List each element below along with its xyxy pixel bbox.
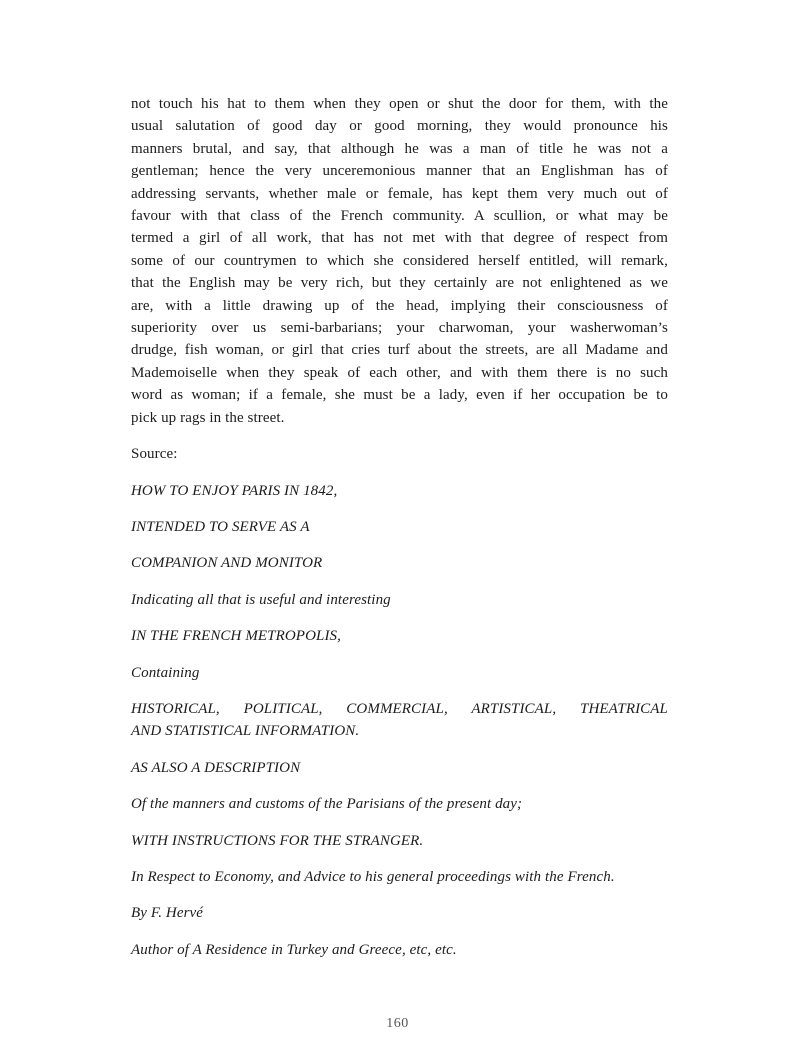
source-author xyxy=(131,902,668,924)
source-title xyxy=(131,480,668,502)
text-line: manners brutal, and say, that although he was a man of title he was not a xyxy=(131,140,668,157)
text-line: Author of A Residence in Turkey and Greece, etc, etc. xyxy=(131,941,457,958)
text-line: In Respect to Economy, and Advice to his general proceedings with the French. xyxy=(131,868,615,885)
source-line xyxy=(131,830,668,852)
text-line: that the English may be very rich, but they certainly are not enlightened as we xyxy=(131,275,668,292)
page-number: 160 xyxy=(386,1016,409,1031)
text-line: Source: xyxy=(131,446,178,463)
text-line: termed a girl of all work, that has not met with that degree of respect from xyxy=(131,230,668,247)
text-line: not touch his hat to them when they open or shut the door for them, with the xyxy=(131,96,668,112)
body-paragraph xyxy=(131,93,668,429)
text-line: Mademoiselle when they speak of each other, and with them there is no such xyxy=(131,364,668,381)
source-line xyxy=(131,552,668,574)
text-line: word as woman; if a female, she must be a lady, even if her occupation be to xyxy=(131,387,668,404)
text-line: By F. Hervé xyxy=(131,905,204,922)
source-line xyxy=(131,589,668,611)
text-line: AND STATISTICAL INFORMATION. xyxy=(131,723,360,740)
source-line xyxy=(131,757,668,779)
text-line: usual salutation of good day or good morning, they would pronounce his xyxy=(131,118,668,135)
source-line xyxy=(131,662,668,684)
source-line xyxy=(131,866,668,888)
text-line: INTENDED TO SERVE AS A xyxy=(131,518,310,535)
text-line: favour with that class of the French community. A scullion, or what may be xyxy=(131,208,668,225)
text-line: WITH INSTRUCTIONS FOR THE STRANGER. xyxy=(131,832,424,849)
text-line: addressing servants, whether male or female, has kept them very much out of xyxy=(131,185,668,202)
text-line: drudge, fish woman, or girl that cries turf about the streets, are all Madame and xyxy=(131,342,668,359)
source-line xyxy=(131,625,668,647)
source-line xyxy=(131,793,668,815)
source-label xyxy=(131,443,668,465)
text-line: gentleman; hence the very unceremonious manner that an Englishman has of xyxy=(131,163,668,180)
text-line: Containing xyxy=(131,664,200,681)
source-author-note xyxy=(131,939,668,961)
text-line: HISTORICAL, POLITICAL, COMMERCIAL, ARTISTICAL, THEATRICAL xyxy=(131,700,668,717)
text-line: some of our countrymen to which she considered herself entitled, will remark, xyxy=(131,252,668,269)
text-line: superiority over us semi-barbarians; your charwoman, your washerwoman’s xyxy=(131,320,668,337)
source-line xyxy=(131,698,668,743)
text-line: AS ALSO A DESCRIPTION xyxy=(131,759,301,776)
page-footer xyxy=(0,1014,795,1032)
page-content xyxy=(131,93,668,975)
text-line: Of the manners and customs of the Parisians of the present day; xyxy=(131,796,523,813)
text-line: IN THE FRENCH METROPOLIS, xyxy=(131,628,341,645)
source-line xyxy=(131,516,668,538)
text-line: are, with a little drawing up of the head, implying their consciousness of xyxy=(131,297,668,314)
text-line: pick up rags in the street. xyxy=(131,409,285,426)
text-line: COMPANION AND MONITOR xyxy=(131,555,323,572)
text-line: Indicating all that is useful and interesting xyxy=(131,591,391,608)
text-line: HOW TO ENJOY PARIS IN 1842, xyxy=(131,482,338,499)
